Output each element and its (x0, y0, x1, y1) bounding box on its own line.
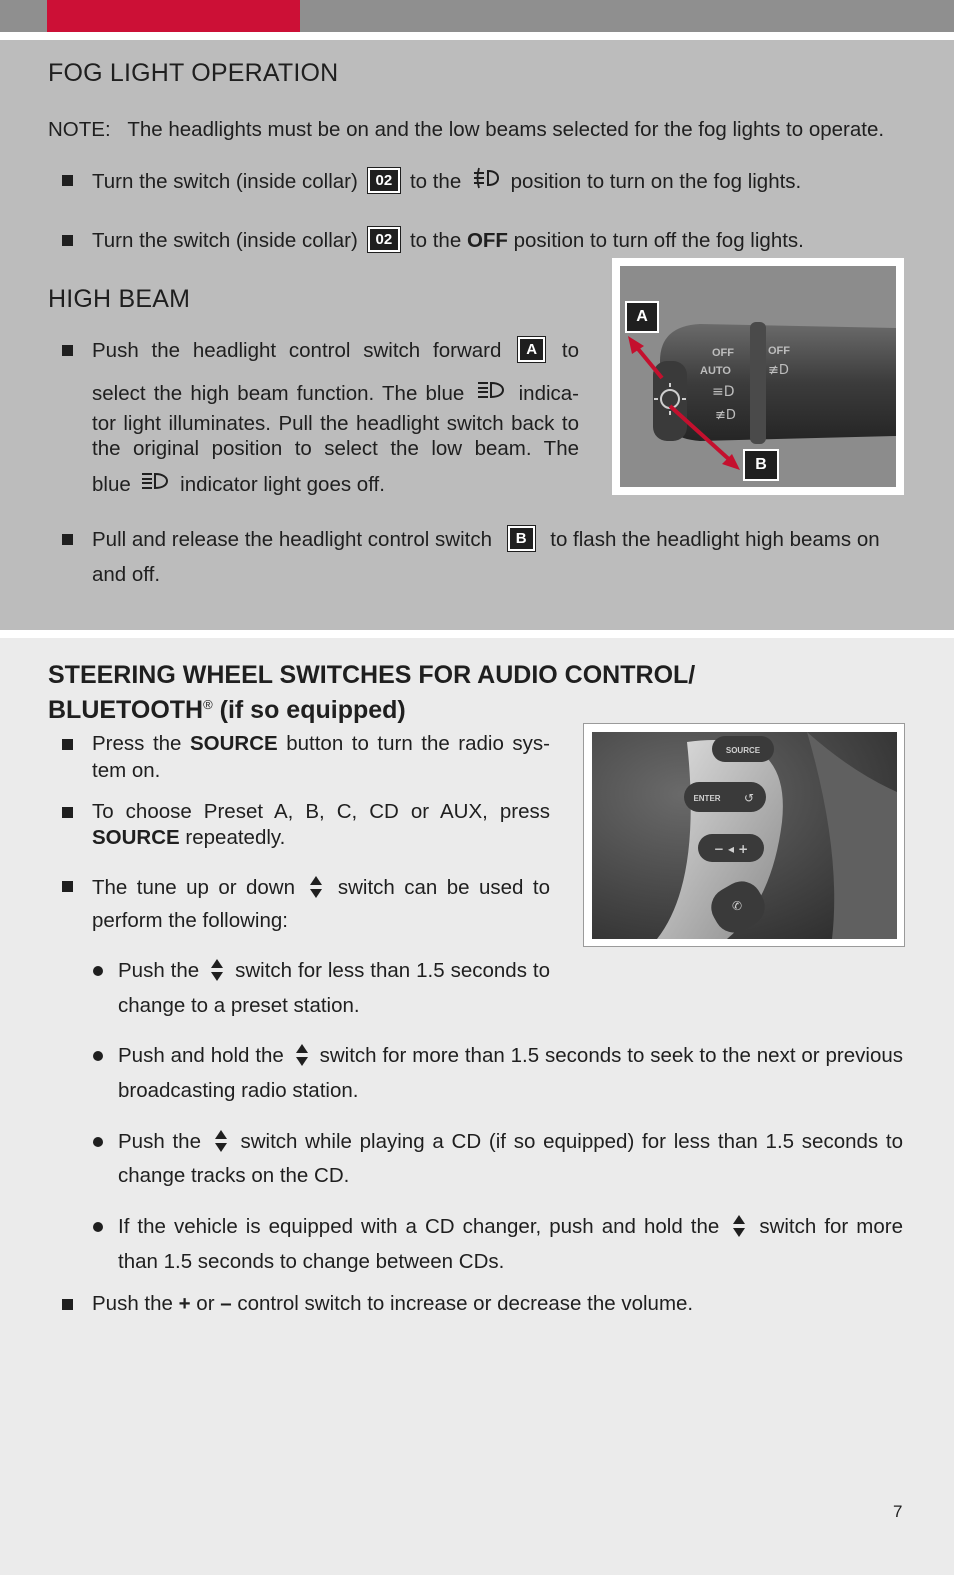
audio-s2-line2: broadcasting radio station. (118, 1079, 359, 1102)
bullet-dot-icon (93, 1051, 103, 1061)
bullet-square-icon (62, 881, 73, 892)
audio-s3-line2: change tracks on the CD. (118, 1164, 350, 1187)
audio-s1-line2: change to a preset station. (118, 994, 360, 1017)
section-accent-tab (47, 0, 300, 32)
high-beam-p1-line3: tor light illuminates. Pull the headlight switch back to (92, 412, 579, 435)
headlight-switch-figure (612, 258, 904, 495)
page-number: 7 (893, 1502, 903, 1521)
high-beam-p1-line4: the original position to select the low beam. The (92, 437, 579, 460)
bullet-square-icon (62, 1299, 73, 1310)
bullet-dot-icon (93, 1222, 103, 1232)
phone-icon: ✆ (732, 899, 743, 913)
bullet-square-icon (62, 345, 73, 356)
audio-s4-line2: than 1.5 seconds to change between CDs. (118, 1250, 505, 1273)
stalk-beam-icon: ≡D (712, 384, 735, 400)
fog-note: NOTE: The headlights must be on and the low beams selected for the fog lights to operate. (48, 118, 885, 141)
high-beam-p1-line2: select the high beam function. The blue indica- (92, 378, 579, 406)
source-button-label: SOURCE (725, 746, 761, 755)
stalk-fog-icon: ≢D (768, 363, 789, 378)
audio-b1-line1: Press the SOURCE button to turn the radio sys- (92, 732, 551, 755)
fog-light-icon (471, 166, 501, 190)
bullet-dot-icon (93, 966, 103, 976)
tune-up-down-icon (294, 1042, 310, 1068)
callout-a-badge: A (518, 337, 545, 362)
audio-s1-line1: Push the switch for less than 1.5 seconds to (118, 959, 550, 982)
callout-b-badge: B (508, 526, 535, 551)
audio-b2-line2: SOURCE repeatedly. (92, 826, 286, 849)
audio-b3-line2: perform the following: (92, 909, 288, 932)
stalk-park-icon: ≢D (715, 408, 736, 423)
figure-label-a: A (625, 301, 659, 333)
audio-b2-line1: To choose Preset A, B, C, CD or AUX, press (92, 800, 550, 823)
stalk-auto-label: AUTO (700, 365, 731, 377)
fog-item-on: Turn the switch (inside collar) 02 to the position to turn on the fog lights. (92, 166, 801, 194)
bullet-square-icon (62, 534, 73, 545)
bullet-dot-icon (93, 1137, 103, 1147)
fog-item-off: Turn the switch (inside collar) 02 to the OFF position to turn off the fog lights. (92, 229, 804, 252)
stalk-off-label: OFF (712, 347, 734, 359)
bullet-square-icon (62, 739, 73, 750)
high-beam-p2-line1: Pull and release the headlight control switch B to flash the headlight high beams on (92, 528, 880, 551)
audio-b4: Push the + or – control switch to increase or decrease the volume. (92, 1292, 694, 1315)
high-beam-p1-line1: Push the headlight control switch forward A to (92, 339, 579, 362)
high-beam-icon (140, 469, 170, 493)
bullet-square-icon (62, 175, 73, 186)
high-beam-p1-line5: blue indicator light goes off. (92, 469, 385, 497)
steering-wheel-illustration (592, 732, 897, 939)
audio-s2-line1: Push and hold the switch for more than 1.5 seconds to seek to the next or previous (118, 1044, 904, 1067)
audio-b3-line1: The tune up or down switch can be used to (92, 876, 550, 899)
bullet-square-icon (62, 807, 73, 818)
high-beam-p2-line2: and off. (92, 563, 161, 586)
callout-02-badge: 02 (368, 168, 401, 193)
audio-s3-line1: Push the switch while playing a CD (if so equipped) for less than 1.5 seconds to (118, 1130, 903, 1153)
audio-s4-line1: If the vehicle is equipped with a CD changer, push and hold the switch for more (118, 1215, 903, 1238)
top-header-bar (0, 0, 954, 32)
high-beam-icon (476, 378, 506, 402)
audio-b1-line2: tem on. (92, 759, 161, 782)
stalk-off2-label: OFF (768, 345, 790, 357)
tune-up-down-icon (209, 957, 225, 983)
callout-02-badge: 02 (368, 227, 401, 252)
high-beam-heading: HIGH BEAM (48, 285, 191, 313)
steering-wheel-switches-figure (583, 723, 905, 947)
back-icon: ↺ (744, 791, 755, 805)
audio-heading-line1: STEERING WHEEL SWITCHES FOR AUDIO CONTROL/ (48, 661, 696, 689)
tune-up-down-icon (731, 1213, 747, 1239)
enter-button-label: ENTER (693, 794, 721, 803)
audio-heading-line2: BLUETOOTH® (if so equipped) (48, 696, 406, 724)
tune-up-down-icon (308, 874, 324, 900)
tune-up-down-icon (213, 1128, 229, 1154)
fog-light-heading: FOG LIGHT OPERATION (48, 59, 339, 87)
figure-label-b: B (743, 449, 779, 481)
bullet-square-icon (62, 235, 73, 246)
volume-icon: − ◂ + (713, 842, 749, 856)
